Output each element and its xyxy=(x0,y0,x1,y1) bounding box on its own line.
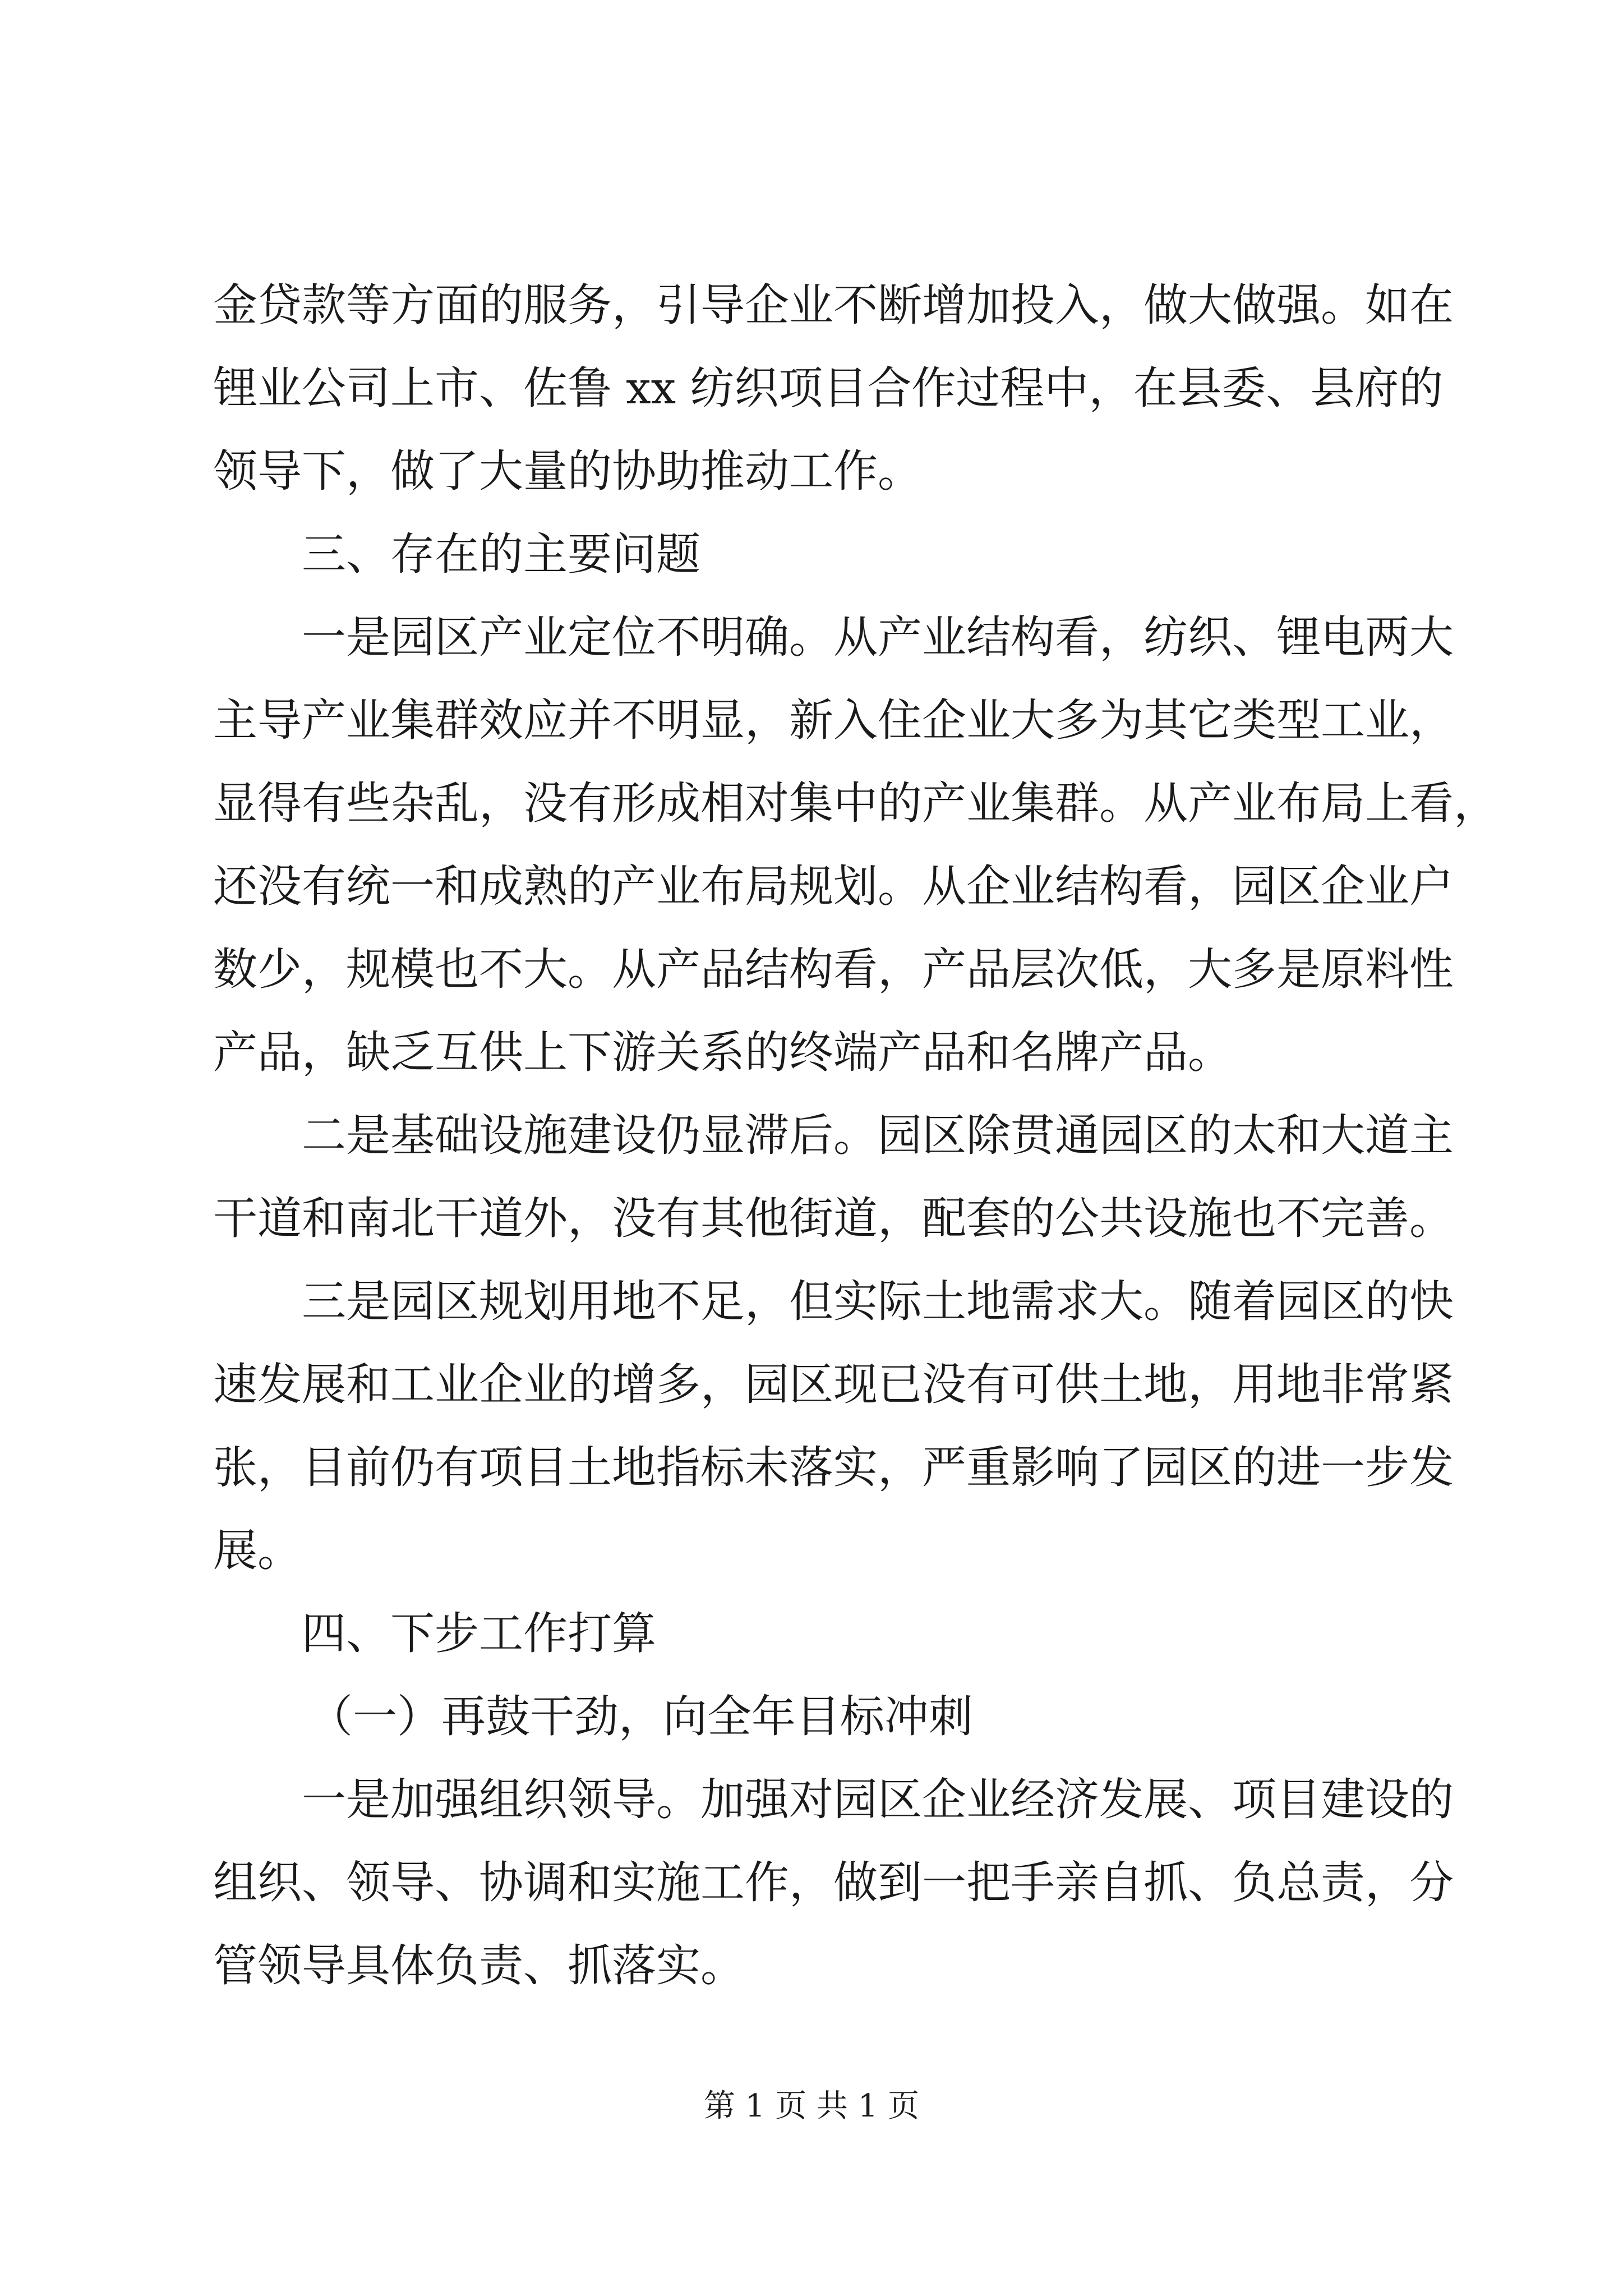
text-line: 金贷款等方面的服务，引导企业不断增加投入，做大做强。如在 xyxy=(213,279,1454,331)
text-line: 主导产业集群效应并不明显，新入住企业大多为其它类型工业， xyxy=(213,694,1454,746)
section-heading: 三、存在的主要问题 xyxy=(302,528,700,580)
text-line: 二是基础设施建设仍显滞后。园区除贯通园区的太和大道主 xyxy=(302,1110,1454,1161)
text-line: 一是园区产业定位不明确。从产业结构看，纺织、锂电两大 xyxy=(302,611,1454,663)
text-line: 三是园区规划用地不足，但实际土地需求大。随着园区的快 xyxy=(302,1276,1454,1327)
text-line: 展。 xyxy=(213,1525,302,1576)
document-body xyxy=(213,264,1498,2007)
page-footer: 第 1 页 共 1 页 xyxy=(703,2088,920,2124)
subsection-heading: （一）再鼓干劲，向全年目标冲刺 xyxy=(308,1691,973,1742)
text-line: 数少，规模也不大。从产品结构看，产品层次低，大多是原料性 xyxy=(213,944,1454,995)
text-line: 领导下，做了大量的协助推动工作。 xyxy=(213,445,922,497)
text-line: 干道和南北干道外，没有其他街道，配套的公共设施也不完善。 xyxy=(213,1193,1454,1244)
text-line: 产品，缺乏互供上下游关系的终端产品和名牌产品。 xyxy=(213,1027,1232,1078)
text-line: 一是加强组织领导。加强对园区企业经济发展、项目建设的 xyxy=(302,1774,1454,1825)
text-line: 锂业公司上市、佐鲁 xx 纺织项目合作过程中，在县委、县府的 xyxy=(213,362,1444,414)
section-heading: 四、下步工作打算 xyxy=(302,1608,656,1659)
text-line: 张，目前仍有项目土地指标未落实，严重影响了园区的进一步发 xyxy=(213,1442,1454,1493)
text-line: 组织、领导、协调和实施工作，做到一把手亲自抓、负总责，分 xyxy=(213,1857,1454,1908)
text-line: 速发展和工业企业的增多，园区现已没有可供土地，用地非常紧 xyxy=(213,1359,1454,1410)
text-line: 显得有些杂乱，没有形成相对集中的产业集群。从产业布局上看， xyxy=(213,777,1498,829)
text-line: 还没有统一和成熟的产业布局规划。从企业结构看，园区企业户 xyxy=(213,861,1454,912)
text-line: 管领导具体负责、抓落实。 xyxy=(213,1940,745,1991)
